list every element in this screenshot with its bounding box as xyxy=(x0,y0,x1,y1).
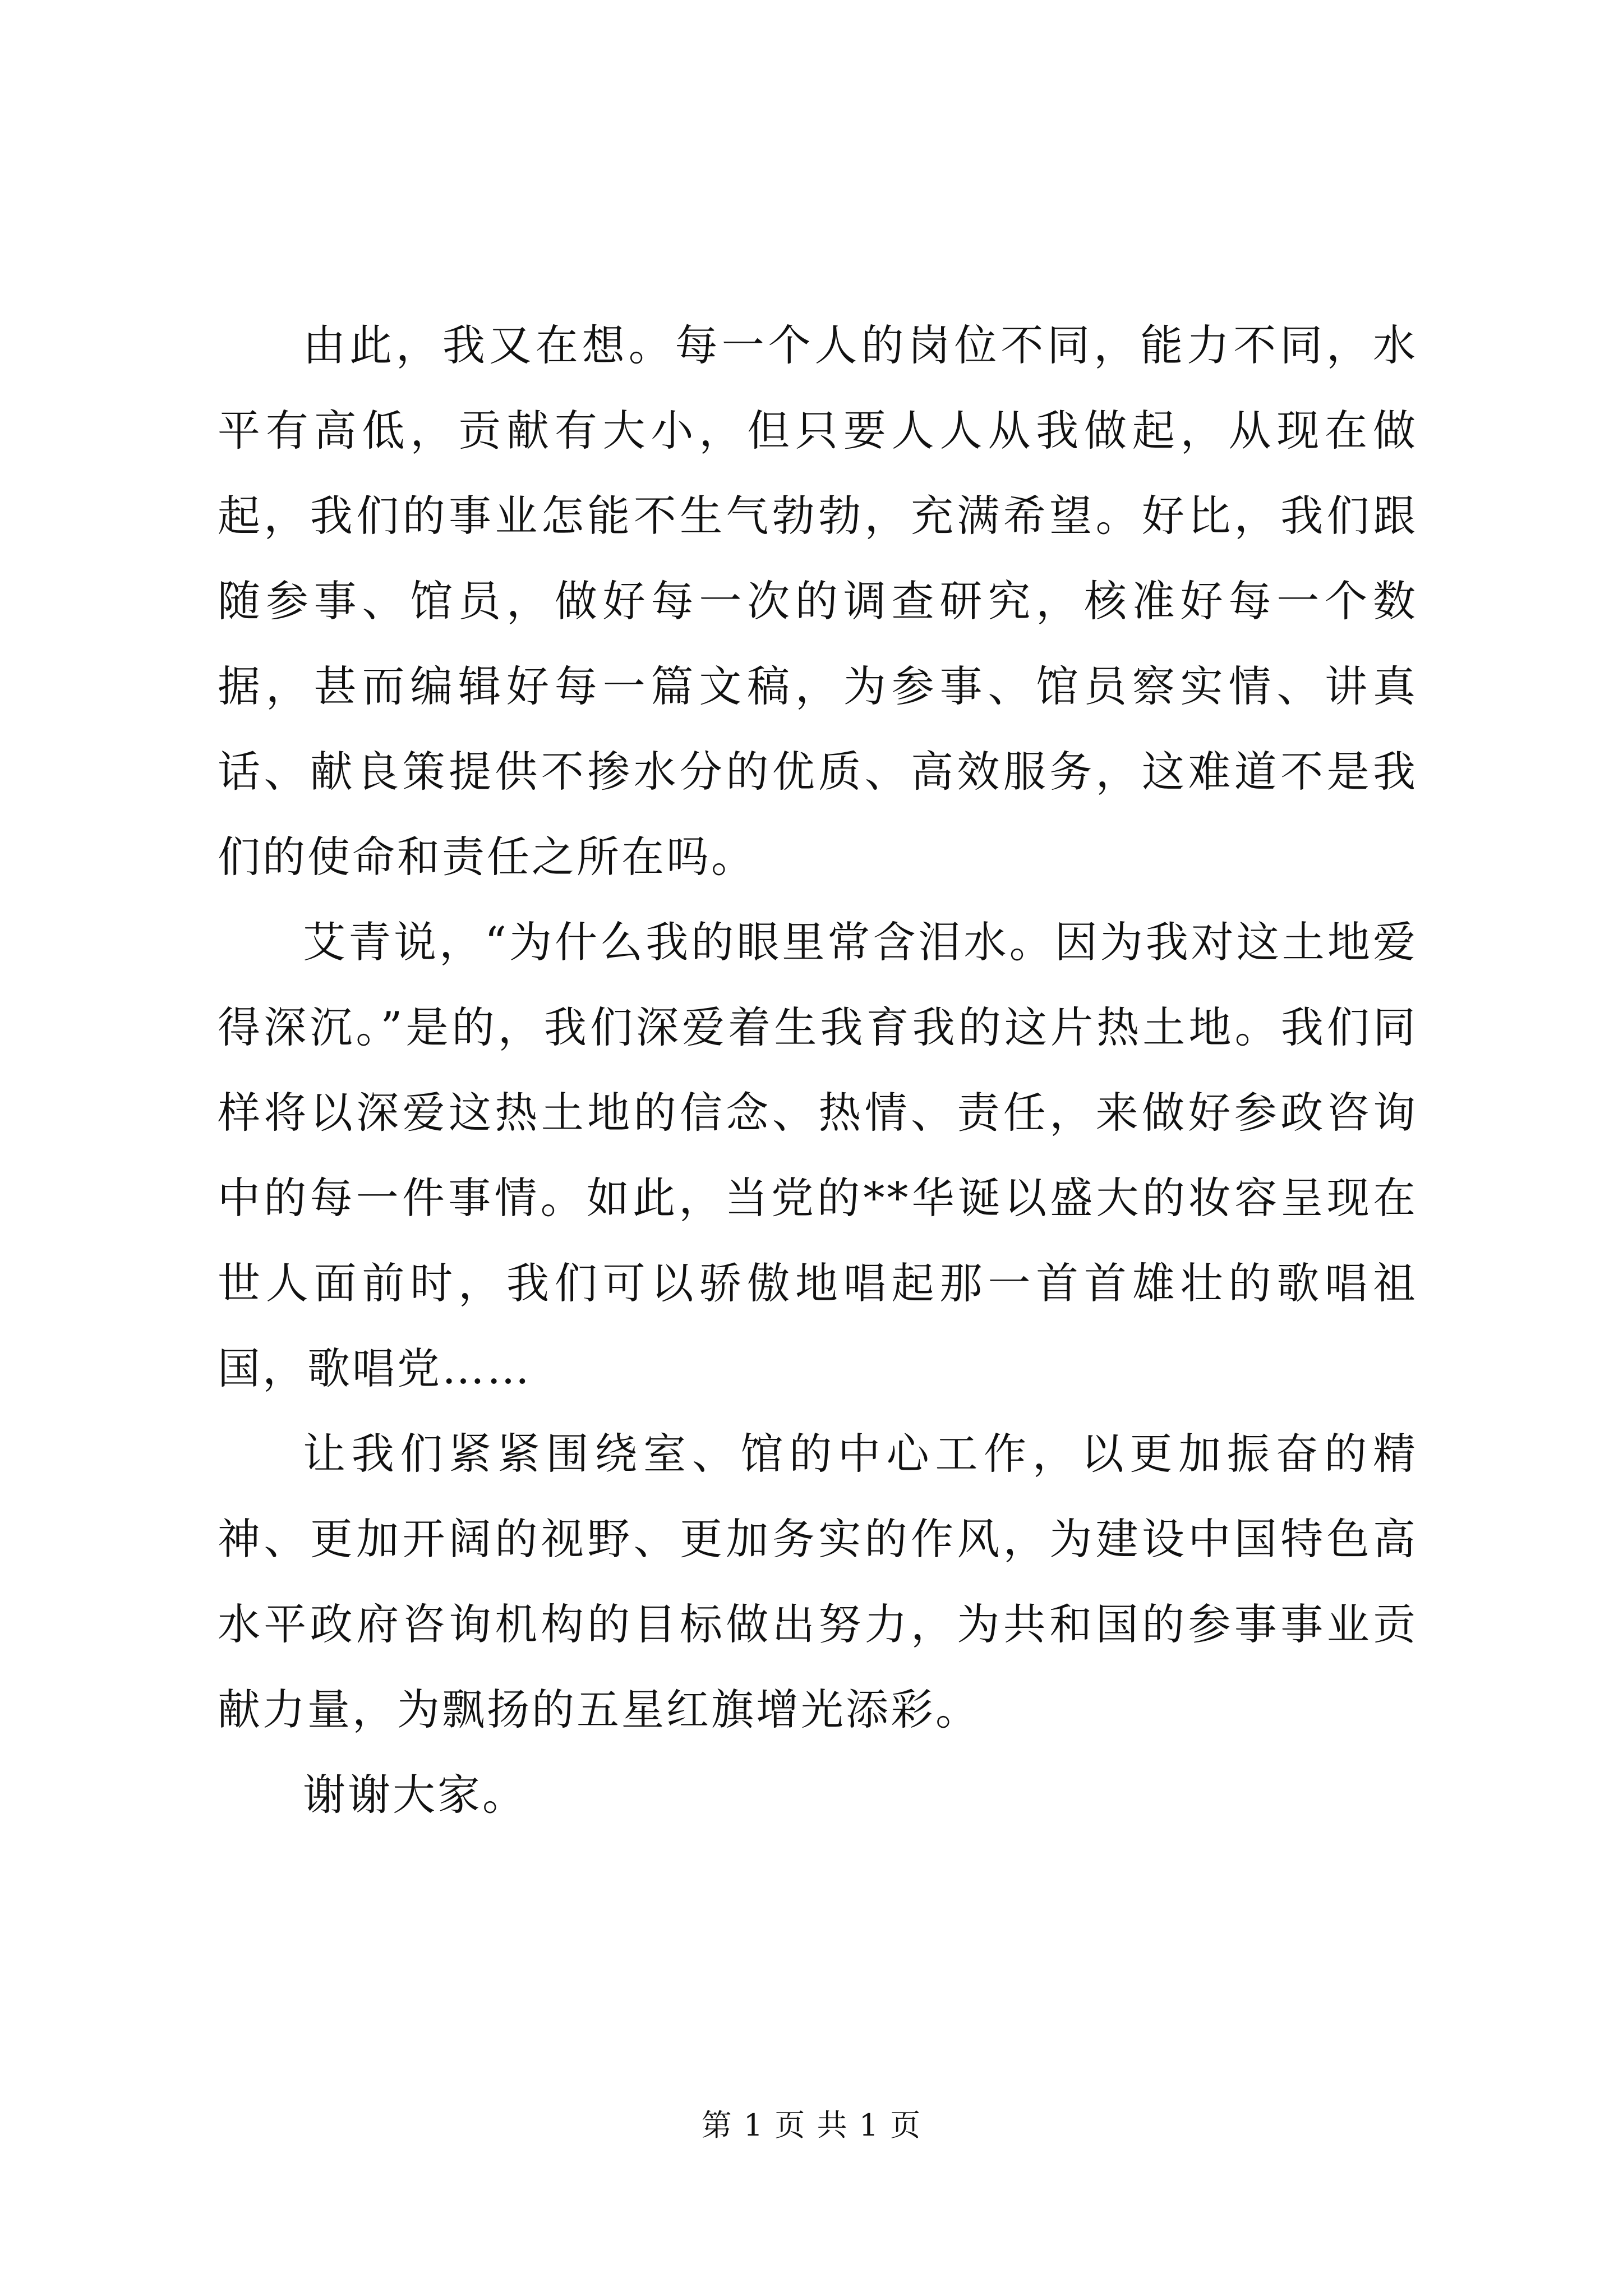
document-body xyxy=(218,303,1418,1838)
paragraph-2: 艾青说，“为什么我的眼里常含泪水。因为我对这土地爱得深沉。”是的，我们深爱着生我育我的这片热土地。我们同样将以深爱这热土地的信念、热情、责任，来做好参政咨询中的每一件事情。如此，当党的**华诞以盛大的妆容呈现在世人面前时，我们可以骄傲地唱起那一首首雄壮的歌唱祖国，歌唱党…… xyxy=(218,917,1418,1393)
paragraph-4: 谢谢大家。 xyxy=(303,1770,527,1820)
page-number-footer: 第 1 页 共 1 页 xyxy=(701,2108,922,2143)
paragraph-3: 让我们紧紧围绕室、馆的中心工作，以更加振奋的精神、更加开阔的视野、更加务实的作风，为建设中国特色高水平政府咨询机构的目标做出努力，为共和国的参事事业贡献力量，为飘扬的五星红旗增光添彩。 xyxy=(218,1429,1418,1734)
paragraph-1: 由此，我又在想。每一个人的岗位不同，能力不同，水平有高低，贡献有大小，但只要人人从我做起，从现在做起，我们的事业怎能不生气勃勃，充满希望。好比，我们跟随参事、馆员，做好每一次的调查研究，核准好每一个数据，甚而编辑好每一篇文稿，为参事、馆员察实情、讲真话、献良策提供不掺水分的优质、高效服务，这难道不是我们的使命和责任之所在吗。 xyxy=(218,320,1418,882)
